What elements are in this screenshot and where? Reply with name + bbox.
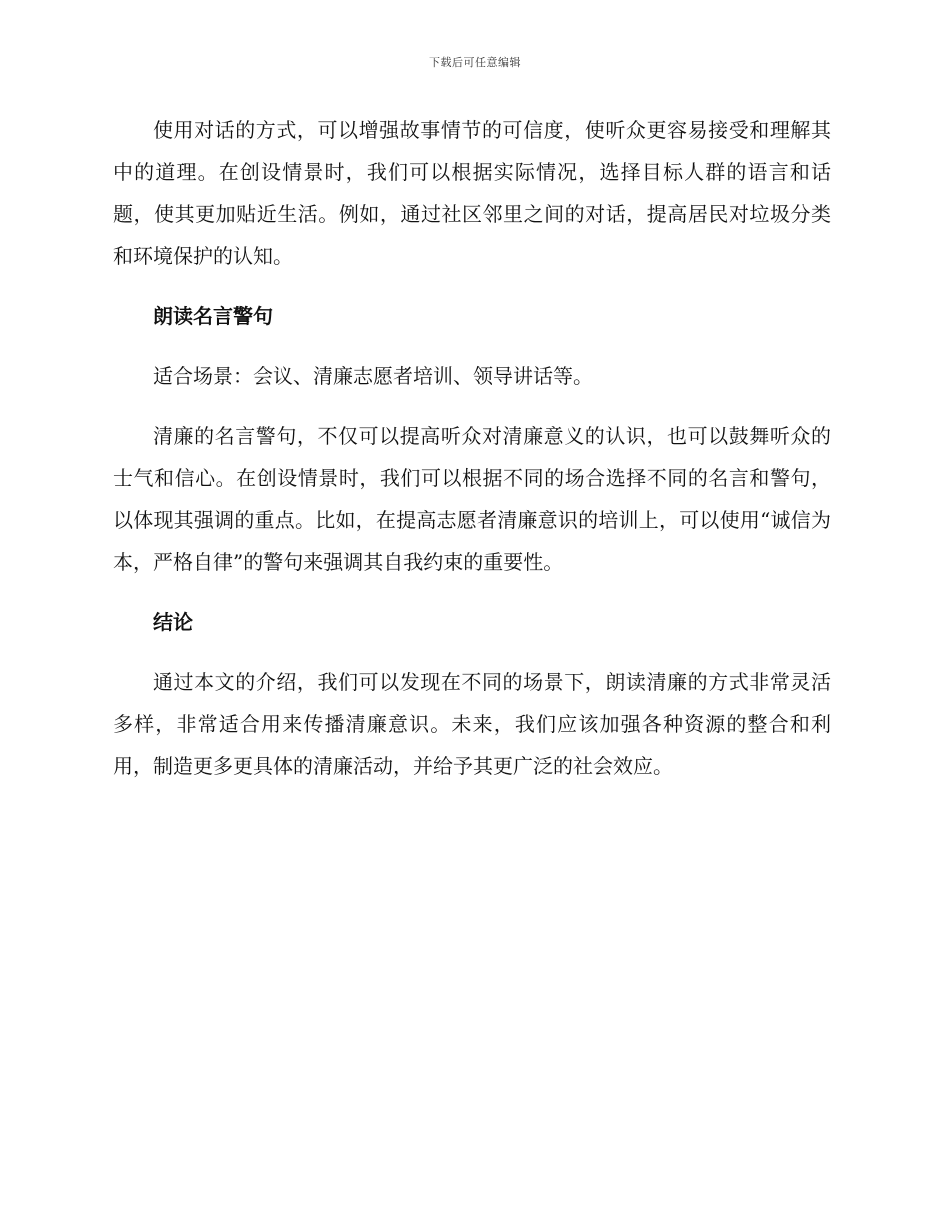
paragraph-quotes: 清廉的名言警句，不仅可以提高听众对清廉意义的认识，也可以鼓舞听众的士气和信心。在创设情景时，我们可以根据不同的场合选择不同的名言和警句，以体现其强调的重点。比如，在提高志愿者清廉意识的培训上，可以使用“诚信为本，严格自律”的警句来强调其自我约束的重要性。: [113, 424, 831, 574]
section-heading-quotes: 朗读名言警句: [153, 304, 273, 328]
paragraph-conclusion: 通过本文的介绍，我们可以发现在不同的场景下，朗读清廉的方式非常灵活多样，非常适合用来传播清廉意识。未来，我们应该加强各种资源的整合和利用，制造更多更具体的清廉活动，并给予其更广泛的社会效应。: [113, 670, 831, 778]
paragraph-dialogue: 使用对话的方式，可以增强故事情节的可信度，使听众更容易接受和理解其中的道理。在创设情景时，我们可以根据实际情况，选择目标人群的语言和话题，使其更加贴近生活。例如，通过社区邻里之间的对话，提高居民对垃圾分类和环境保护的认知。: [113, 118, 831, 268]
page-header: 下载后可任意编辑: [429, 56, 521, 69]
section-heading-conclusion: 结论: [153, 610, 193, 634]
document-body: [113, 109, 831, 805]
paragraph-scenarios: 适合场景：会议、清廉志愿者培训、领导讲话等。: [153, 364, 593, 388]
